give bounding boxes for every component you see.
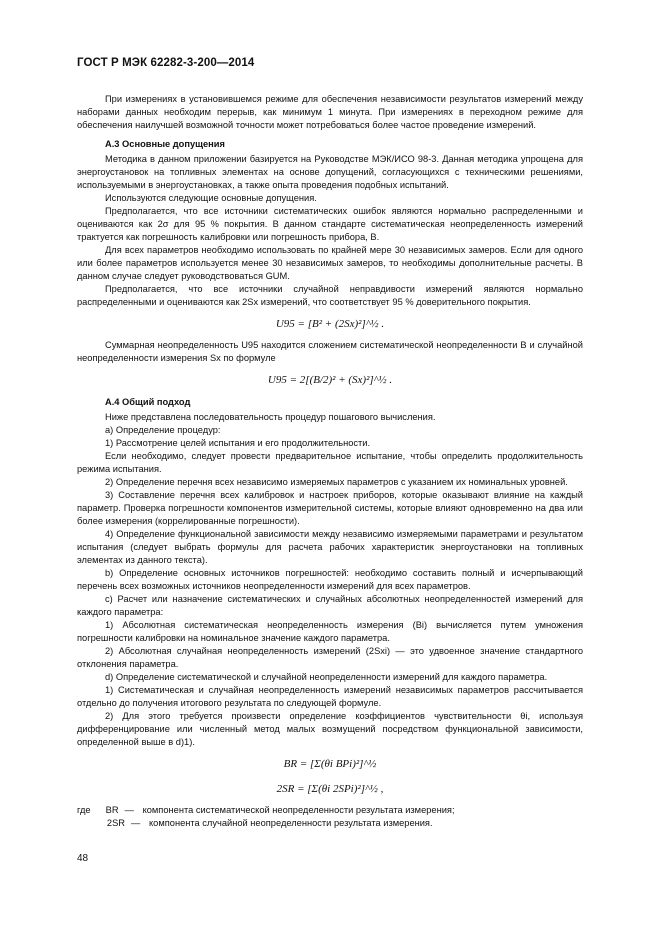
paragraph: 1) Рассмотрение целей испытания и его продолжительности. <box>105 438 371 448</box>
legend-text: компонента случайной неопределенности результата измерения. <box>149 818 433 828</box>
paragraph: c) Расчет или назначение систематических и случайных абсолютных неопределенностей измерений для каждого параметра: <box>77 594 583 617</box>
paragraph: 2) Для этого требуется произвести определение коэффициентов чувствительности θi, используя дифференцирование или численный метод малых возмущений посредством функциональной зависимости, определенной выше в d)1). <box>77 711 583 747</box>
formula-u95-1: U95 = [B² + (2Sx)²]^½ . <box>275 318 385 330</box>
paragraph: b) Определение основных источников погрешностей: необходимо составить полный и исчерпывающий перечень всех возможных источников неопределенности измерений для всех параметров. <box>77 568 583 591</box>
paragraph: Суммарная неопределенность U95 находится сложением систематической неопределенности B и случайной неопределенности измерения Sx по формуле <box>77 340 583 363</box>
page-number: 48 <box>77 853 89 864</box>
paragraph: Предполагается, что все источники случайной неправдивости измерений являются нормально распределенными и оцениваются как 2Sx измерений, что соответствует 95 % доверительного покрытия. <box>77 284 583 307</box>
paragraph: Если необходимо, следует провести предварительное испытание, чтобы определить продолжительность режима испытания. <box>77 451 583 474</box>
legend-prefix: где <box>77 805 91 815</box>
section-heading-a4: А.4 Общий подход <box>105 397 191 407</box>
section-heading-a3: А.3 Основные допущения <box>105 139 225 149</box>
paragraph: При измерениях в установившемся режиме для обеспечения независимости результатов измерений между наборами данных необходим перерыв, как минимум 1 минута. При измерениях в переходном режиме для обеспечения наилучшей возможной точности может потребоваться более частое проведение измерений. <box>77 94 583 130</box>
paragraph: Предполагается, что все источники систематических ошибок являются нормально распределенными и оцениваются как 2σ для 95 % покрытия. В данном стандарте систематическая неопределенность измерений трактуется как погрешность калибровки или погрешность прибора, B. <box>77 206 583 242</box>
paragraph: d) Определение систематической и случайной неопределенности измерений для каждого параметра. <box>105 672 548 682</box>
legend-symbol: BR <box>105 805 119 815</box>
symbol-legend <box>77 804 583 830</box>
paragraph: Ниже представлена последовательность процедур пошагового вычисления. <box>105 412 436 422</box>
standard-header: ГОСТ Р МЭК 62282-3-200—2014 <box>77 57 255 69</box>
paragraph: 2) Абсолютная случайная неопределенность измерений (2Sxi) — это удвоенное значение стандартного отклонения параметра. <box>77 646 583 669</box>
page-content <box>77 93 583 830</box>
legend-text: компонента систематической неопределенности результата измерения; <box>142 805 455 815</box>
paragraph: Методика в данном приложении базируется на Руководстве МЭК/ИСО 98-3. Данная методика упрощена для энергоустановок на топливных элементах на основе допущений, согласующихся с техническими решениями, используемыми в энергоустановках, а также опыта проведения подобных испытаний. <box>77 154 583 190</box>
legend-dash: — <box>124 805 134 815</box>
paragraph: 3) Составление перечня всех калибровок и настроек приборов, которые оказывают влияние на каждый параметр. Проверка погрешности компонентов измерительной системы, которые влияют одновременно на два или более измерения (коррелированные погрешности). <box>77 490 583 526</box>
legend-dash: — <box>131 818 141 828</box>
legend-prefix <box>77 817 97 830</box>
legend-symbol: 2SR <box>106 818 125 828</box>
legend-row <box>77 817 583 830</box>
formula-2sr: 2SR = [Σ(θi 2SPi)²]^½ , <box>276 783 384 795</box>
paragraph: 1) Абсолютная систематическая неопределенность измерения (Bi) вычисляется путем умножения погрешности калибровки на номинальное значение каждого параметра. <box>77 620 583 643</box>
paragraph: Используются следующие основные допущения. <box>105 193 317 203</box>
paragraph: Для всех параметров необходимо использовать по крайней мере 30 независимых замеров. Если для одного или более параметров используется менее 30 независимых замеров, то необходимы дополнительные расчеты. В данном случае следует руководствоваться GUM. <box>77 245 583 281</box>
paragraph: 2) Определение перечня всех независимо измеряемых параметров с указанием их номинальных уровней. <box>105 477 568 487</box>
legend-row <box>77 804 583 817</box>
paragraph: 4) Определение функциональной зависимости между независимо измеряемыми параметрами и результатом испытания (следует выбрать формулы для расчета рабочих характеристик энергоустановки на топливных элементах из данного текста). <box>77 529 583 565</box>
formula-br: BR = [Σ(θi BPi)²]^½ <box>283 758 377 770</box>
formula-u95-2: U95 = 2[(B/2)² + (Sx)²]^½ . <box>267 374 393 386</box>
paragraph: 1) Систематическая и случайная неопределенность измерений независимых параметров рассчитывается отдельно до получения итогового результата по следующей формуле. <box>77 685 583 708</box>
paragraph: а) Определение процедур: <box>105 425 221 435</box>
